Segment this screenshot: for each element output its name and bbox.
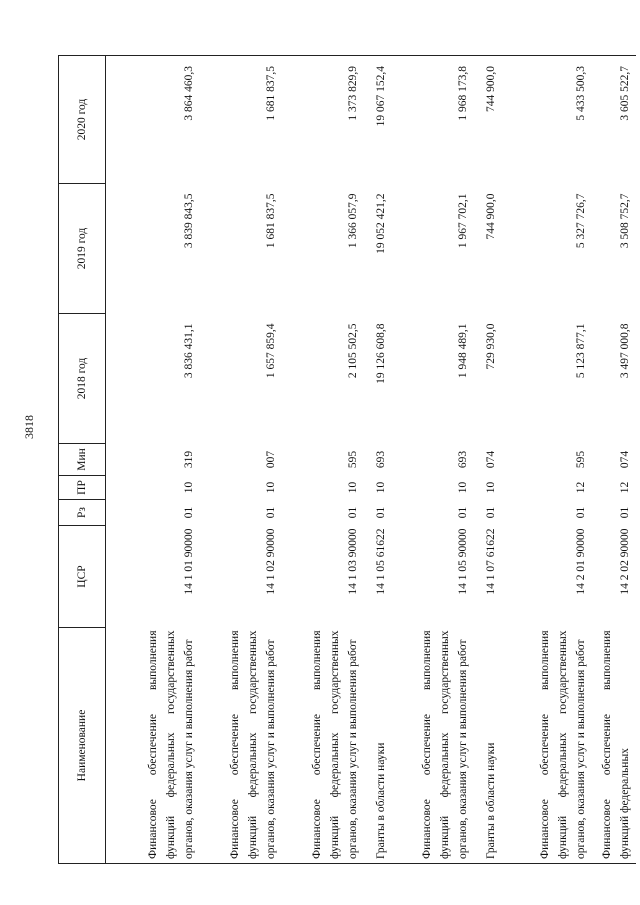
row-2020: 1 373 829,9 <box>280 56 362 184</box>
row-pr: 10 <box>346 481 359 494</box>
row-pr: 10 <box>182 481 195 494</box>
table-row <box>500 56 590 864</box>
row-csr: 14 1 07 61622 <box>484 528 497 595</box>
row-csr: 14 2 01 90000 <box>574 528 587 595</box>
row-min: 074 <box>484 450 497 469</box>
row-min: 074 <box>618 450 631 469</box>
header-pr: ПР <box>59 476 106 500</box>
row-pr: 10 <box>484 481 497 494</box>
row-rz: 01 <box>484 506 497 519</box>
row-2020: 1 968 173,8 <box>390 56 472 184</box>
row-rz: 01 <box>182 506 195 519</box>
row-2019: 19 052 421,2 <box>374 193 387 254</box>
row-2018: 3 497 000,8 <box>618 323 631 379</box>
row-csr: 14 1 05 61622 <box>374 528 387 595</box>
row-pr: 10 <box>264 481 277 494</box>
header-rz: Рз <box>59 500 106 526</box>
row-rz: 01 <box>574 506 587 519</box>
header-min: Мин <box>59 444 106 476</box>
table-row <box>472 56 500 864</box>
row-2019: 3 508 752,7 <box>618 193 631 249</box>
row-2020: 3 605 522,7 <box>590 56 636 184</box>
row-2019: 1 366 057,9 <box>346 193 359 249</box>
row-rz: 01 <box>374 506 387 519</box>
row-csr: 14 2 02 90000 <box>618 528 631 595</box>
table-row <box>106 56 198 864</box>
row-2019: 1 967 702,1 <box>456 193 469 249</box>
row-min: 595 <box>574 450 587 469</box>
row-name: Гранты в области науки <box>472 628 500 864</box>
row-rz: 01 <box>456 506 469 519</box>
row-2018: 3 836 431,1 <box>182 323 195 379</box>
row-name: Финансовое обеспечение выполнения функций федеральных государственных органов, оказания услуг и выполнения работ <box>198 628 280 864</box>
row-min: 693 <box>374 450 387 469</box>
row-name: Гранты в области науки <box>362 628 390 864</box>
row-name: Финансовое обеспечение выполнения функций федеральных государственных органов, оказания услуг и выполнения работ <box>390 628 472 864</box>
table-row <box>280 56 362 864</box>
row-csr: 14 1 03 90000 <box>346 528 359 595</box>
row-2020: 5 433 500,3 <box>500 56 590 184</box>
row-rz: 01 <box>264 506 277 519</box>
row-min: 007 <box>264 450 277 469</box>
row-2020: 1 681 837,5 <box>198 56 280 184</box>
row-2019: 744 900,0 <box>484 193 497 240</box>
row-2020: 3 864 460,3 <box>106 56 198 184</box>
row-pr: 10 <box>456 481 469 494</box>
row-2018: 1 657 859,4 <box>264 323 277 379</box>
row-name: Финансовое обеспечение выполнения функций федеральных государственных органов, оказания услуг и выполнения работ <box>280 628 362 864</box>
row-name: Финансовое обеспечение выполнения функций федеральных <box>590 628 636 864</box>
page-number: 3818 <box>22 415 36 439</box>
row-2018: 729 930,0 <box>484 323 497 370</box>
row-min: 595 <box>346 450 359 469</box>
row-min: 319 <box>182 450 195 469</box>
table-row <box>362 56 390 864</box>
header-2018: 2018 год <box>59 314 106 444</box>
row-min: 693 <box>456 450 469 469</box>
header-2020: 2020 год <box>59 56 106 184</box>
row-2020: 744 900,0 <box>472 56 500 184</box>
header-name: Наименование <box>59 628 106 864</box>
row-2019: 1 681 837,5 <box>264 193 277 249</box>
row-name: Финансовое обеспечение выполнения функций федеральных государственных органов, оказания услуг и выполнения работ <box>500 628 590 864</box>
row-pr: 10 <box>374 481 387 494</box>
row-pr: 12 <box>618 481 631 494</box>
table-row <box>390 56 472 864</box>
row-2018: 2 105 502,5 <box>346 323 359 379</box>
row-2018: 1 948 489,1 <box>456 323 469 379</box>
table-row <box>590 56 636 864</box>
row-2018: 19 126 608,8 <box>374 323 387 384</box>
row-rz: 01 <box>346 506 359 519</box>
row-2019: 5 327 726,7 <box>574 193 587 249</box>
budget-table <box>58 55 636 864</box>
header-csr: ЦСР <box>59 526 106 628</box>
row-pr: 12 <box>574 481 587 494</box>
row-2019: 3 839 843,5 <box>182 193 195 249</box>
header-2019: 2019 год <box>59 184 106 314</box>
header-row <box>59 56 106 864</box>
table-row <box>198 56 280 864</box>
row-2020: 19 067 152,4 <box>362 56 390 184</box>
rotated-page <box>58 56 631 864</box>
row-2018: 5 123 877,1 <box>574 323 587 379</box>
row-rz: 01 <box>618 506 631 519</box>
row-csr: 14 1 05 90000 <box>456 528 469 595</box>
row-csr: 14 1 02 90000 <box>264 528 277 595</box>
row-name: Финансовое обеспечение выполнения функций федеральных государственных органов, оказания услуг и выполнения работ <box>106 628 198 864</box>
row-csr: 14 1 01 90000 <box>182 528 195 595</box>
